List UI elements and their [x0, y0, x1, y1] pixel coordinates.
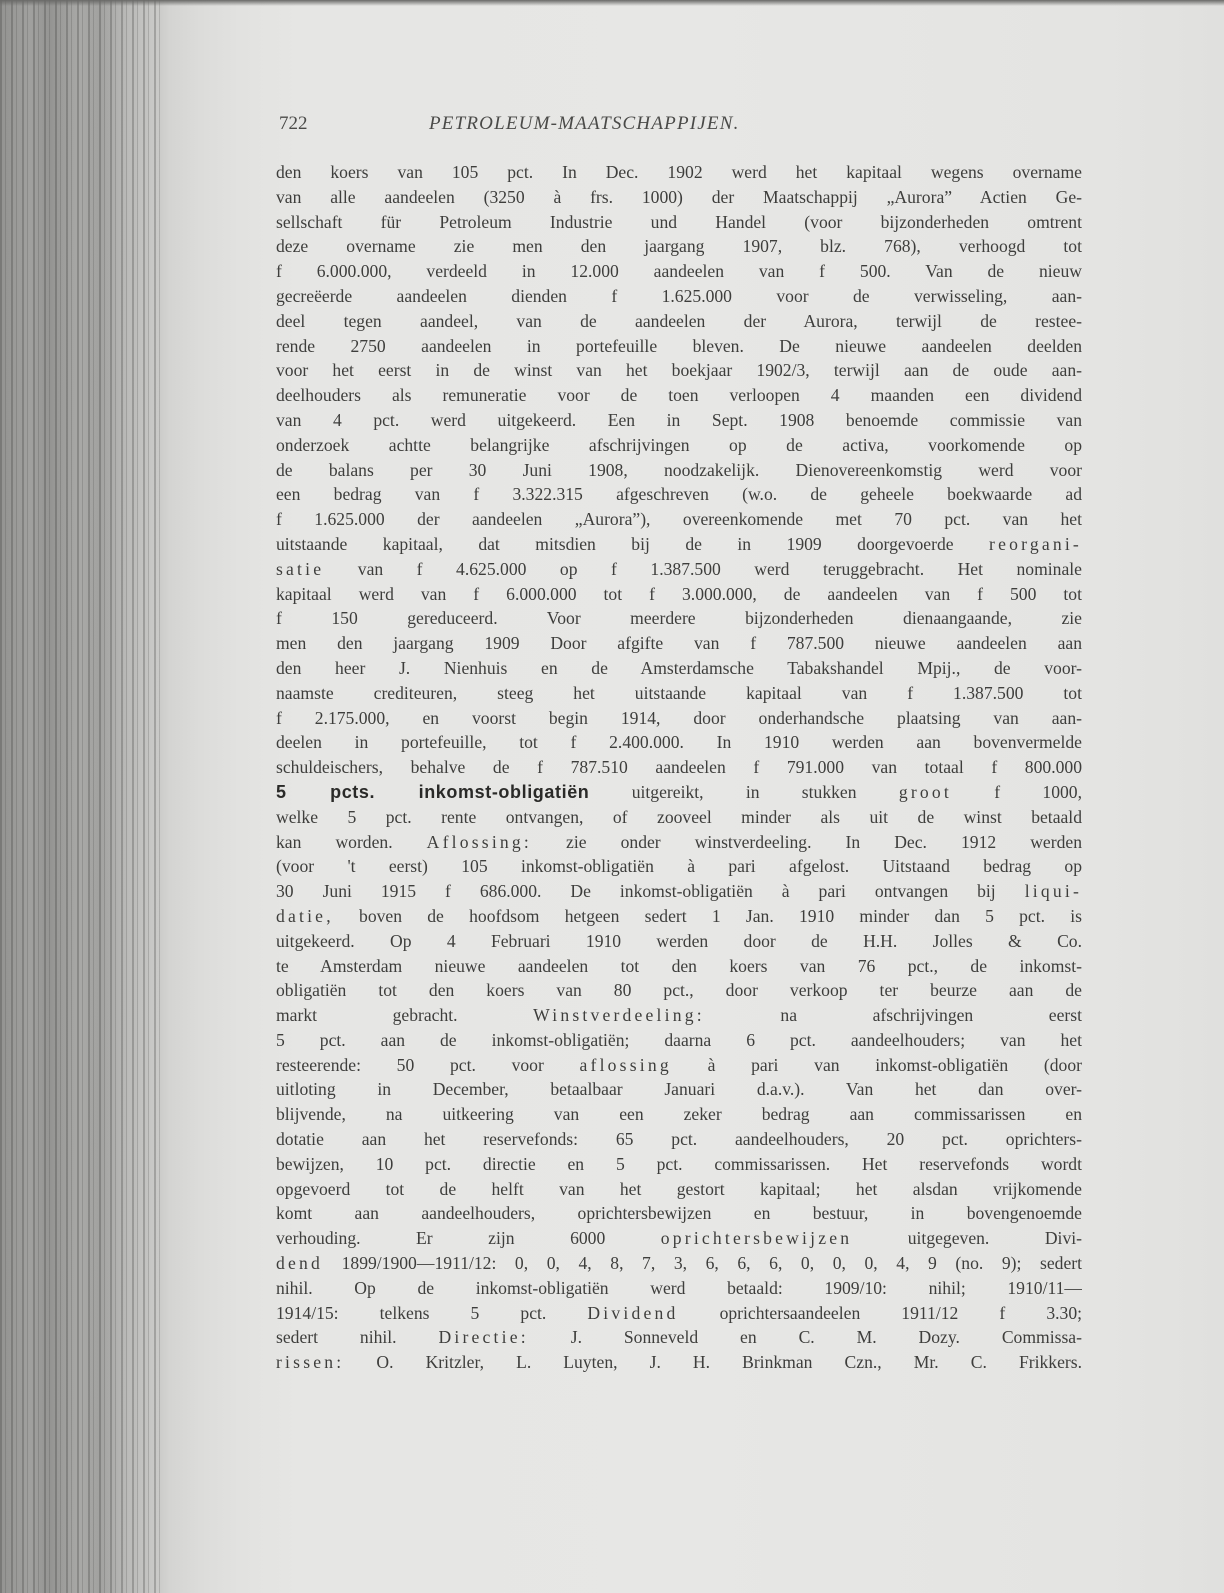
page-top-shadow	[0, 0, 1224, 6]
bold-heading: 5 pcts. inkomst-obligatiën	[276, 781, 590, 802]
line-text: naamste crediteuren, steeg het uitstaande kapitaal van f 1.387.500 tot	[276, 682, 1082, 703]
line-text: deel tegen aandeel, van de aandeelen der Aurora, terwijl de restee-	[276, 310, 1082, 331]
text-line	[276, 1177, 1082, 1202]
line-text: oprichtersaandeelen 1911/12 f 3.30;	[719, 1302, 1082, 1323]
spaced-term: satie	[276, 558, 325, 579]
text-line	[276, 532, 1082, 557]
text-line	[276, 160, 1082, 185]
text-line	[276, 234, 1082, 259]
text-line	[276, 408, 1082, 433]
spaced-term: aflossing	[579, 1054, 672, 1075]
text-line	[276, 210, 1082, 235]
line-text: schuldeischers, behalve de f 787.510 aandeelen f 791.000 van totaal f 800.000	[276, 757, 1082, 778]
line-text: resteerende: 50 pct. voor	[276, 1054, 544, 1075]
line-text: opgevoerd tot de helft van het gestort kapitaal; het alsdan vrijkomende	[276, 1178, 1082, 1199]
line-text: uitgegeven. Divi-	[907, 1228, 1082, 1249]
text-line	[276, 557, 1082, 582]
line-text: O. Kritzler, L. Luyten, J. H. Brinkman Czn., Mr. C. Frikkers.	[376, 1352, 1082, 1373]
line-text: van f 4.625.000 op f 1.387.500 werd teruggebracht. Het nominale	[357, 558, 1082, 579]
text-line	[276, 383, 1082, 408]
text-line	[276, 805, 1082, 830]
line-text: kan worden.	[276, 831, 393, 852]
line-text: bewijzen, 10 pct. directie en 5 pct. commissarissen. Het reservefonds wordt	[276, 1153, 1082, 1174]
line-text: uitgekeerd. Op 4 Februari 1910 werden door de H.H. Jolles & Co.	[276, 930, 1082, 951]
line-text: obligatiën tot den koers van 80 pct., door verkoop ter beurze aan de	[276, 980, 1082, 1001]
text-line	[276, 854, 1082, 879]
page-number: 722	[279, 113, 308, 134]
text-line	[276, 458, 1082, 483]
line-text: rende 2750 aandeelen in portefeuille bleven. De nieuwe aandeelen deelden	[276, 335, 1082, 356]
text-line	[276, 730, 1082, 755]
line-text: blijvende, na uitkeering van een zeker bedrag aan commissarissen en	[276, 1104, 1082, 1125]
text-line	[276, 582, 1082, 607]
line-text: de balans per 30 Juni 1908, noodzakelijk. Dienovereenkomstig werd voor	[276, 459, 1082, 480]
line-text: uitloting in December, betaalbaar Januari d.a.v.). Van het dan over-	[276, 1079, 1082, 1100]
text-line	[276, 334, 1082, 359]
line-text: uitgereikt, in stukken	[631, 781, 857, 802]
line-text: f 150 gereduceerd. Voor meerdere bijzonderheden dienaangaande, zie	[276, 608, 1082, 629]
text-line	[276, 358, 1082, 383]
line-text: onderzoek achtte belangrijke afschrijvingen op de activa, voorkomende op	[276, 434, 1082, 455]
text-line	[276, 482, 1082, 507]
text-line	[276, 1077, 1082, 1102]
spaced-term: Dividend	[587, 1302, 679, 1323]
text-line	[276, 1003, 1082, 1028]
spaced-term: datie,	[276, 905, 334, 926]
text-line	[276, 780, 1082, 805]
line-text: een bedrag van f 3.322.315 afgeschreven (w.o. de geheele boekwaarde ad	[276, 484, 1082, 505]
line-text: f 2.175.000, en voorst begin 1914, door onderhandsche plaatsing van aan-	[276, 707, 1082, 728]
spaced-term: liqui-	[1024, 881, 1082, 902]
text-line	[276, 681, 1082, 706]
text-line	[276, 929, 1082, 954]
page-header	[279, 113, 1079, 143]
line-text: f 6.000.000, verdeeld in 12.000 aandeelen van f 500. Van de nieuw	[276, 261, 1082, 282]
line-text: f 1000,	[994, 781, 1082, 802]
line-text: voor het eerst in de winst van het boekjaar 1902/3, terwijl aan de oude aan-	[276, 360, 1082, 381]
text-line	[276, 631, 1082, 656]
spaced-term: oprichtersbewijzen	[660, 1228, 853, 1249]
line-text: 5 pct. aan de inkomst-obligatiën; daarna 6 pct. aandeelhouders; van het	[276, 1029, 1082, 1050]
text-line	[276, 606, 1082, 631]
text-line	[276, 954, 1082, 979]
line-text: na afschrijvingen eerst	[780, 1005, 1082, 1026]
text-line	[276, 1226, 1082, 1251]
text-line	[276, 1350, 1082, 1375]
line-text: dotatie aan het reservefonds: 65 pct. aandeelhouders, 20 pct. oprichters-	[276, 1129, 1082, 1150]
spaced-term: rissen:	[276, 1352, 345, 1373]
line-text: (voor 't eerst) 105 inkomst-obligatiën à pari afgelost. Uitstaand bedrag op	[276, 856, 1082, 877]
line-text: gecreëerde aandeelen dienden f 1.625.000 voor de verwisseling, aan-	[276, 285, 1082, 306]
line-text: van 4 pct. werd uitgekeerd. Een in Sept. 1908 benoemde commissie van	[276, 409, 1082, 430]
text-line	[276, 1325, 1082, 1350]
text-line	[276, 879, 1082, 904]
text-line	[276, 978, 1082, 1003]
spaced-term: reorgani-	[989, 533, 1082, 554]
line-text: sellschaft für Petroleum Industrie und Handel (voor bijzonderheden omtrent	[276, 211, 1082, 232]
line-text: zie onder winstverdeeling. In Dec. 1912 werden	[566, 831, 1082, 852]
line-text: komt aan aandeelhouders, oprichtersbewijzen en bestuur, in bovengenoemde	[276, 1203, 1082, 1224]
line-text: men den jaargang 1909 Door afgifte van f 787.500 nieuwe aandeelen aan	[276, 633, 1082, 654]
text-line	[276, 1251, 1082, 1276]
line-text: te Amsterdam nieuwe aandeelen tot den koers van 76 pct., de inkomst-	[276, 955, 1082, 976]
text-line	[276, 1102, 1082, 1127]
line-text: verhouding. Er zijn 6000	[276, 1228, 606, 1249]
text-line	[276, 433, 1082, 458]
text-line	[276, 1152, 1082, 1177]
spaced-term: Directie:	[438, 1327, 529, 1348]
line-text: f 1.625.000 der aandeelen „Aurora”), overeenkomende met 70 pct. van het	[276, 509, 1082, 530]
line-text: van alle aandeelen (3250 à frs. 1000) der Maatschappij „Aurora” Actien Ge-	[276, 186, 1082, 207]
text-line	[276, 1276, 1082, 1301]
text-line	[276, 507, 1082, 532]
spaced-term: Aflossing:	[426, 831, 532, 852]
text-line	[276, 656, 1082, 681]
text-line	[276, 1201, 1082, 1226]
spaced-term: groot	[898, 781, 952, 802]
text-line	[276, 755, 1082, 780]
line-text: den heer J. Nienhuis en de Amsterdamsche Tabakshandel Mpij., de voor-	[276, 657, 1082, 678]
line-text: uitstaande kapitaal, dat mitsdien bij de in 1909 doorgevoerde	[276, 533, 954, 554]
text-line	[276, 904, 1082, 929]
line-text: deze overname zie men den jaargang 1907, blz. 768), verhoogd tot	[276, 236, 1082, 257]
line-text: sedert nihil.	[276, 1327, 397, 1348]
text-line	[276, 1127, 1082, 1152]
line-text: deelen in portefeuille, tot f 2.400.000. In 1910 werden aan bovenvermelde	[276, 732, 1082, 753]
spaced-term: Winstverdeeling:	[533, 1005, 705, 1026]
line-text: J. Sonneveld en C. M. Dozy. Commissa-	[570, 1327, 1082, 1348]
body-text	[276, 160, 1082, 1375]
line-text: nihil. Op de inkomst-obligatiën werd betaald: 1909/10: nihil; 1910/11—	[276, 1277, 1082, 1298]
text-line	[276, 284, 1082, 309]
line-text: welke 5 pct. rente ontvangen, of zooveel minder als uit de winst betaald	[276, 806, 1082, 827]
line-text: deelhouders als remuneratie voor de toen verloopen 4 maanden een dividend	[276, 385, 1082, 406]
line-text: kapitaal werd van f 6.000.000 tot f 3.000.000, de aandeelen van f 500 tot	[276, 583, 1082, 604]
line-text: markt gebracht.	[276, 1005, 458, 1026]
line-text: 30 Juni 1915 f 686.000. De inkomst-obligatiën à pari ontvangen bij	[276, 881, 996, 902]
line-text: 1914/15: telkens 5 pct.	[276, 1302, 547, 1323]
line-text: den koers van 105 pct. In Dec. 1902 werd het kapitaal wegens overname	[276, 162, 1082, 182]
line-text: boven de hoofdsom hetgeen sedert 1 Jan. 1910 minder dan 5 pct. is	[359, 905, 1082, 926]
running-title: PETROLEUM-MAATSCHAPPIJEN.	[429, 113, 740, 134]
book-binding-edge	[0, 0, 160, 1593]
text-line	[276, 1053, 1082, 1078]
text-line	[276, 1301, 1082, 1326]
text-line	[276, 706, 1082, 731]
text-line	[276, 309, 1082, 334]
text-line	[276, 259, 1082, 284]
line-text: 1899/1900—1911/12: 0, 0, 4, 8, 7, 3, 6, 6, 6, 0, 0, 0, 4, 9 (no. 9); sedert	[341, 1253, 1082, 1274]
spaced-term: dend	[276, 1253, 323, 1274]
text-line	[276, 185, 1082, 210]
text-line	[276, 830, 1082, 855]
line-text: à pari van inkomst-obligatiën (door	[707, 1054, 1082, 1075]
text-line	[276, 1028, 1082, 1053]
